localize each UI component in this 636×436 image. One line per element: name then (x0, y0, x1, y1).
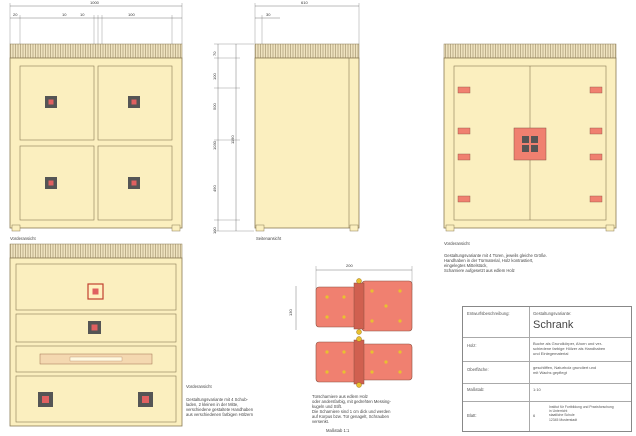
dim-490: 490 (212, 185, 217, 192)
hinge (458, 87, 470, 93)
dim-100: 100 (128, 12, 135, 17)
label-front-drawers: Vorderansicht (186, 384, 212, 389)
dim-70: 70 (212, 51, 217, 56)
dim-100-h: 100 (212, 73, 217, 80)
front-view-drawers (10, 244, 182, 426)
dim-width: 1000 (90, 0, 99, 5)
door-handle (45, 177, 57, 189)
drawer-handle (88, 284, 103, 299)
dim-30: 30 (266, 12, 271, 17)
top-crown (444, 44, 616, 58)
label-scale: Maßstab: (467, 387, 485, 392)
label-design: Entwurfsbeschreibung: (467, 311, 510, 316)
label-hinge-scale: Maßstab 1:1 (326, 428, 350, 433)
door-handle (128, 177, 140, 189)
foot (350, 225, 358, 231)
foot (606, 225, 614, 231)
divider (463, 383, 631, 384)
note-variant-drawers: Gestaltungsvariante mit 4 Schub- laden, 2 kleinen in der Mitte, verschiedene gestaltete Handhaben aus verschiedenen farbigen Hölzern (186, 397, 254, 417)
hinge (458, 128, 470, 134)
hinge (590, 154, 602, 160)
hinge (590, 196, 602, 202)
foot (446, 225, 454, 231)
dim-500: 500 (212, 103, 217, 110)
drawer-handle (38, 392, 53, 407)
dim-10b: 10 (80, 12, 85, 17)
title-block (462, 306, 632, 432)
divider (463, 361, 631, 362)
side-view (214, 3, 359, 231)
hinge-upper (316, 279, 412, 335)
hinge (458, 154, 470, 160)
front-view-closed (10, 3, 182, 231)
value-scale: 1:10 (533, 387, 541, 392)
cabinet-side (255, 58, 359, 228)
hinge (590, 87, 602, 93)
divider (463, 337, 631, 338)
door-handle (45, 96, 57, 108)
drawer-handle (138, 392, 153, 407)
foot-left (12, 225, 20, 231)
value-school: Institut für Fortbildung und Praxisforschung in Unterricht staatliche Schule 12345 Musterstadt (549, 405, 614, 422)
dim-depth: 610 (301, 0, 308, 5)
front-view-hinges (444, 44, 616, 231)
note-variant-doors: Gestaltungsvariante mit 4 Türen, jeweils gleiche Größe. Handhaben in der Türmaterial, Holz kontrastiert, eingelegtes Mittelstück, Scharniere aufgesetzt aus edlem Holz (444, 253, 548, 273)
dim-hinge-width: 200 (346, 263, 353, 268)
drawer-handle (40, 354, 152, 364)
label-variant: Gestaltungsvariante: (533, 311, 572, 316)
label-side: Seitenansicht (256, 236, 282, 241)
drawer-handle (88, 321, 101, 334)
label-front-open: Vorderansicht (444, 241, 470, 246)
hinge-lower (316, 337, 412, 388)
label-front-closed: Vorderansicht (10, 236, 36, 241)
hinge (458, 196, 470, 202)
dim-20: 20 (13, 12, 18, 17)
top-crown (10, 44, 182, 58)
label-wood: Holz: (467, 343, 477, 348)
door-handle (128, 96, 140, 108)
top-crown (255, 44, 359, 58)
divider (463, 401, 631, 402)
drawing-title: Schrank (533, 319, 574, 331)
foot (256, 225, 264, 231)
dim-10a: 10 (62, 12, 67, 17)
top-crown (10, 244, 182, 258)
hinge-detail (296, 266, 412, 388)
note-hinges: Türscharniere aus edlem Holz oder andersfarbig, mit gedrehten Messing- kugeln und Stift. Die Scharniere sind 1 cm dick und werden auf Korpus bzw. Tür genagelt, Schrauben versenkt. (312, 394, 391, 424)
value-wood: Buche als Grundkörper, Ahorn und ver- schiedene farbige Hölzer als Handhaben und Einlegematerial (533, 341, 606, 356)
label-surface: Oberfläche: (467, 367, 489, 372)
dim-100-b: 100 (212, 227, 217, 234)
divider (529, 307, 530, 431)
center-inlay (514, 128, 546, 160)
value-surface: geschliffen, Naturholz grundiert und mit Wachs gepflegt (533, 365, 597, 375)
dim-1190: 1190 (230, 135, 235, 144)
hinge (590, 128, 602, 134)
foot-right (172, 225, 180, 231)
label-sheet: Blatt: (467, 413, 477, 418)
value-sheet: 6 (533, 413, 536, 418)
dim-1030: 1030 (212, 141, 217, 150)
dim-hinge-height: 130 (288, 309, 293, 316)
